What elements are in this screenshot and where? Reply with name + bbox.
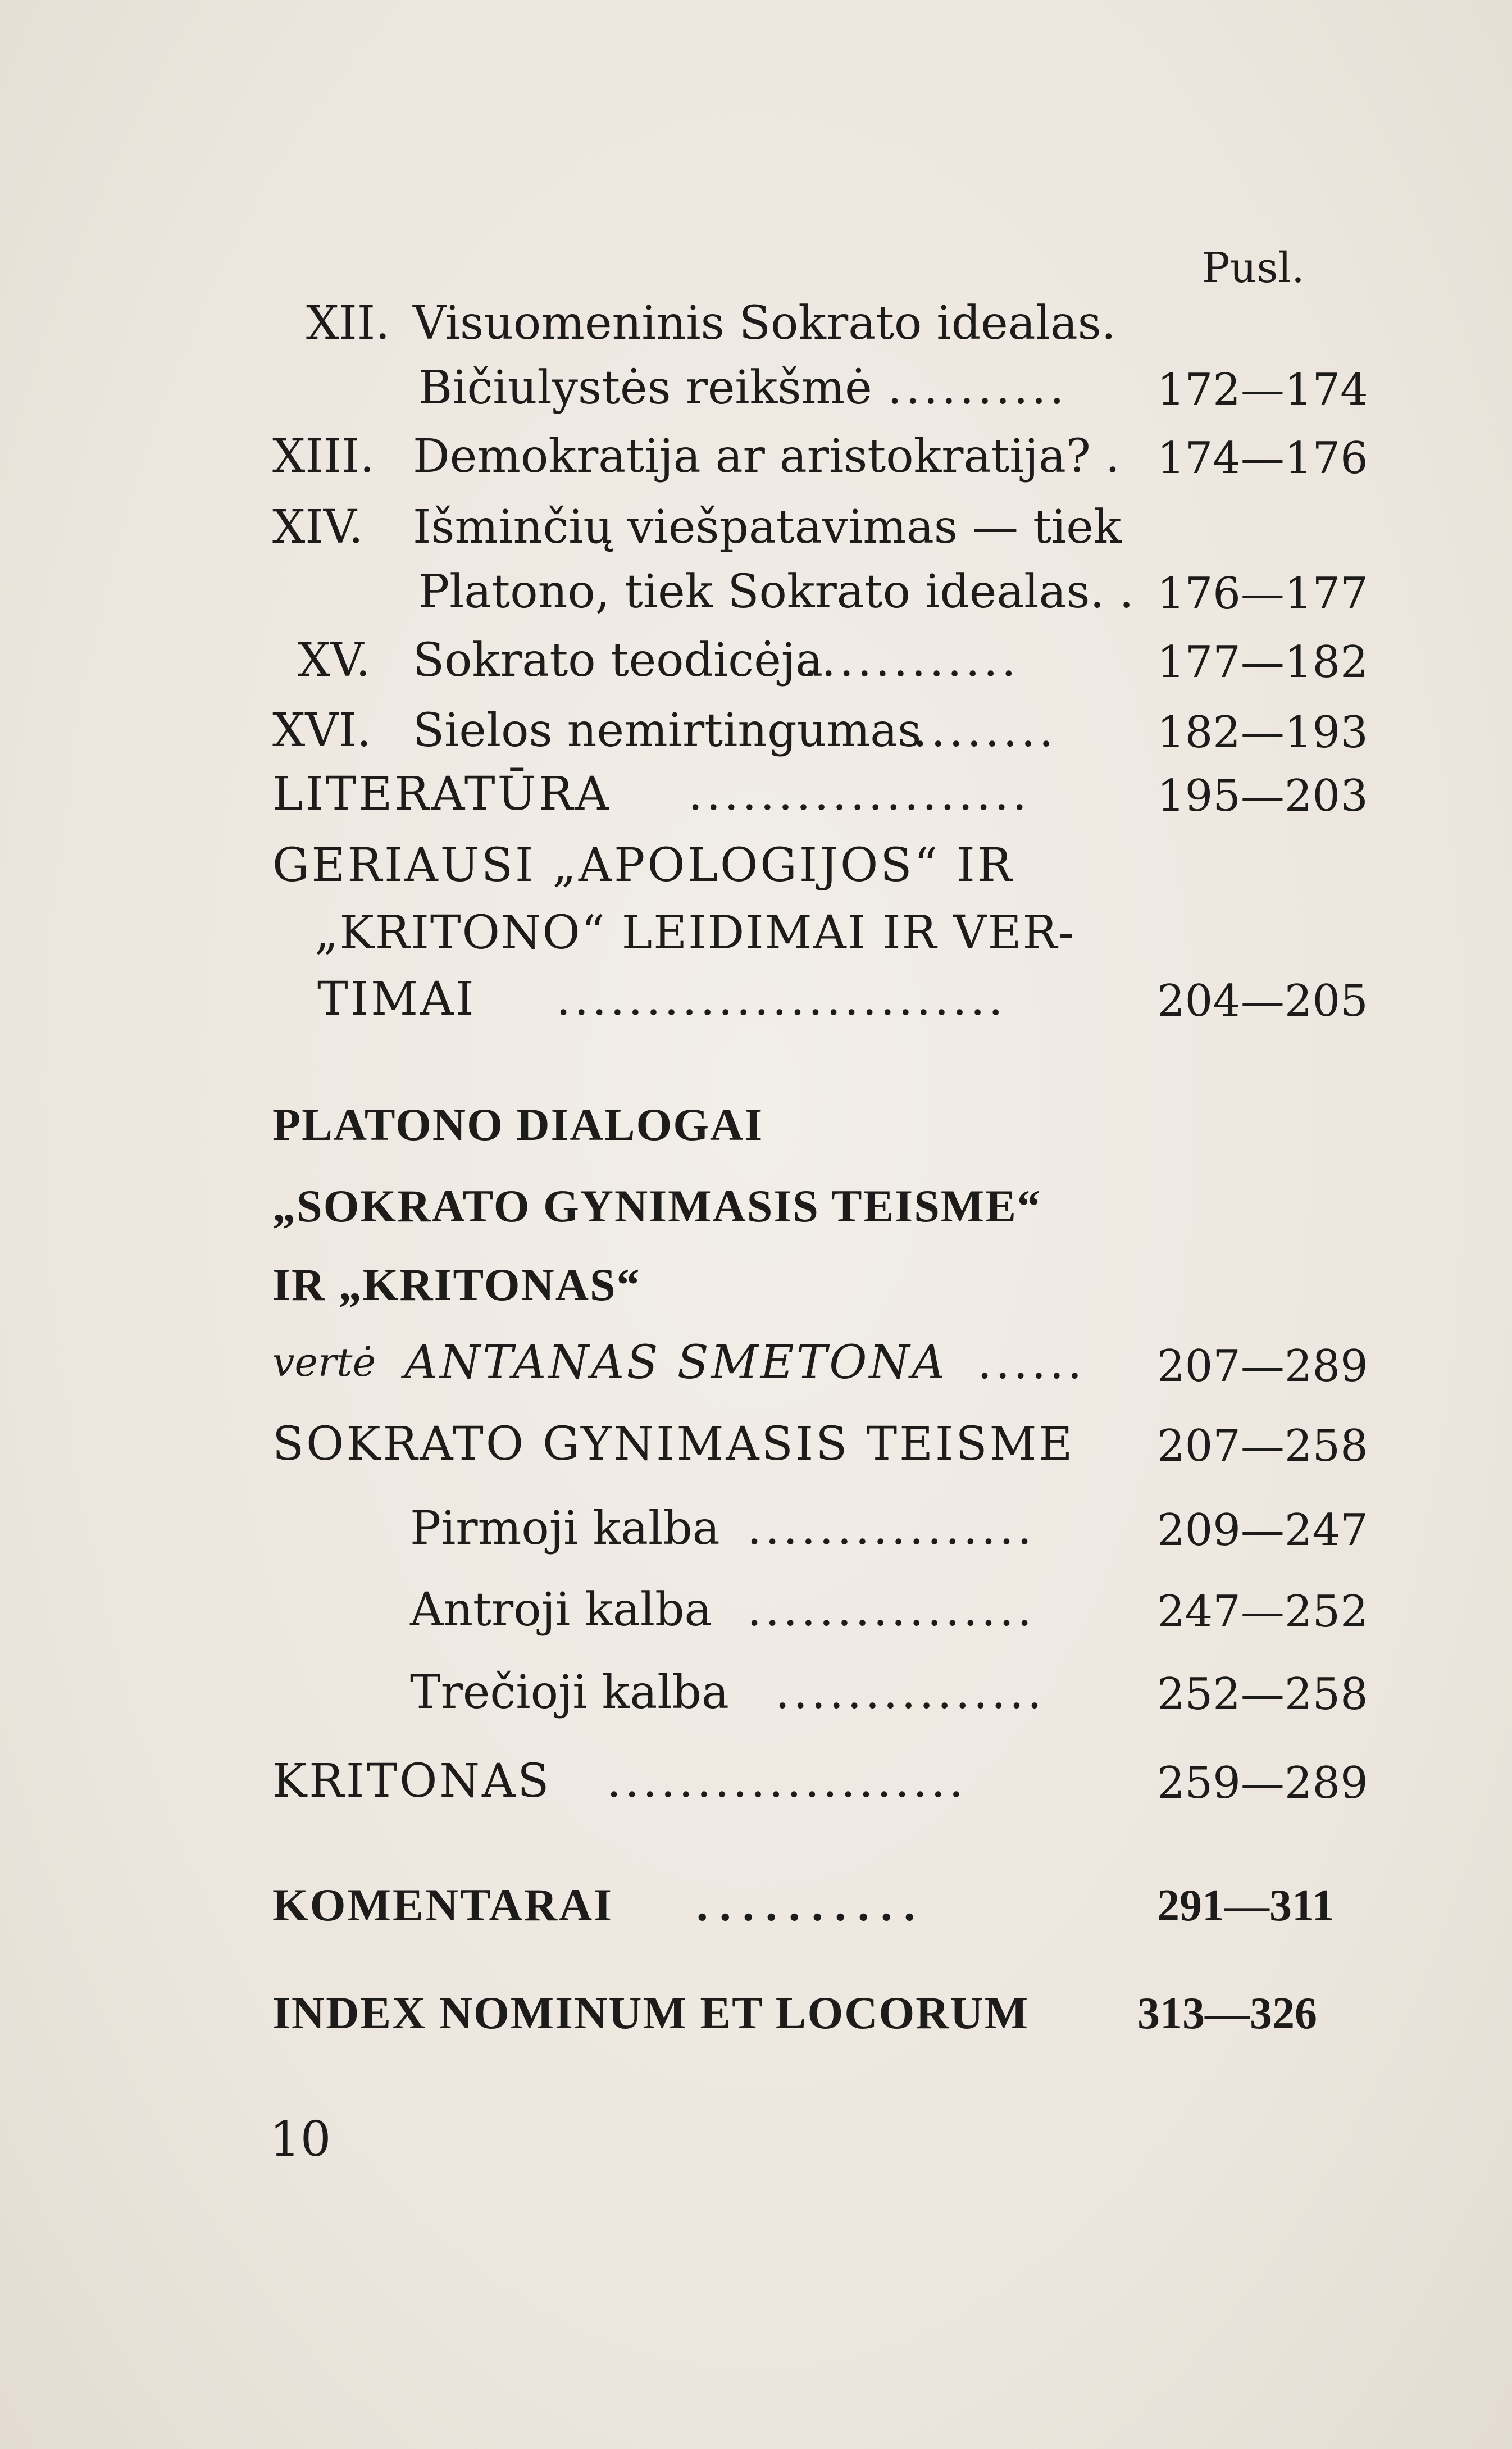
chapter-xvi-dots: ........ [913, 704, 1057, 757]
chapter-xiv-number: XIV. [272, 501, 363, 554]
editions-title-line3: TIMAI [317, 973, 476, 1026]
second-speech-title: Antroji kalba [410, 1583, 712, 1637]
chapter-xiii-title: Demokratija ar aristokratija? . [413, 430, 1120, 483]
chapter-xv-number: XV. [298, 634, 371, 687]
chapter-xiii-number: XIII. [272, 430, 375, 483]
editions-title-line2: „KRITONO“ LEIDIMAI IR VER- [315, 906, 1075, 960]
chapter-xv-dots: ............ [803, 634, 1019, 687]
translator-name: ANTANAS SMETONA [404, 1336, 948, 1389]
commentary-title: KOMENTARAI [272, 1879, 614, 1930]
chapter-xii-title-line1: Visuomeninis Sokrato idealas. [413, 297, 1116, 350]
chapter-xvi-number: XVI. [272, 704, 372, 757]
editions-title-line1: GERIAUSI „APOLOGIJOS“ IR [272, 839, 1014, 892]
page-number: 10 [270, 2111, 331, 2168]
chapter-xii-dots: .......... [887, 361, 1068, 415]
chapter-xii-pages: 172—174 [1157, 365, 1368, 415]
third-speech-pages: 252—258 [1157, 1669, 1368, 1720]
chapter-xvi-title: Sielos nemirtingumas [413, 704, 922, 757]
crito-title: KRITONAS [272, 1755, 552, 1808]
editions-dots: ......................... [556, 973, 1007, 1026]
chapter-xv-pages: 177—182 [1157, 637, 1368, 688]
chapter-xv-title: Sokrato teodicėja [413, 634, 823, 687]
crito-dots: .................... [607, 1755, 967, 1808]
literatura-dots: ................... [688, 767, 1031, 821]
literatura-pages: 195—203 [1157, 771, 1368, 821]
translator-label: vertė [272, 1339, 376, 1385]
chapter-xiii-pages: 174—176 [1157, 433, 1368, 484]
translator-pages: 207—289 [1157, 1341, 1368, 1392]
editions-pages: 204—205 [1157, 976, 1368, 1026]
chapter-xiv-title-line1: Išminčių viešpatavimas — tiek [413, 501, 1122, 554]
pages-column-header: Pusl. [1202, 244, 1305, 292]
chapter-xvi-pages: 182—193 [1157, 707, 1368, 758]
apology-pages: 207—258 [1157, 1421, 1368, 1471]
first-speech-pages: 209—247 [1157, 1505, 1368, 1556]
chapter-xii-number: XII. [306, 297, 390, 350]
chapter-xiv-title-line2: Platono, tiek Sokrato idealas. . [418, 565, 1134, 619]
commentary-dots: . . . . . . . . . . [696, 1879, 916, 1930]
chapter-xii-title-line2: Bičiulystės reikšmė [418, 361, 872, 415]
section-heading-line2: „SOKRATO GYNIMASIS TEISME“ [272, 1180, 1041, 1232]
index-title: INDEX NOMINUM ET LOCORUM [272, 1987, 1030, 2038]
index-pages: 313—326 [1137, 1989, 1317, 2038]
second-speech-dots: ................ [747, 1583, 1036, 1637]
first-speech-title: Pirmoji kalba [410, 1502, 720, 1555]
apology-title: SOKRATO GYNIMASIS TEISME [272, 1417, 1075, 1471]
third-speech-title: Trečioji kalba [410, 1666, 729, 1719]
first-speech-dots: ................ [747, 1502, 1036, 1555]
commentary-pages: 291—311 [1157, 1881, 1335, 1930]
section-heading-line3: IR „KRITONAS“ [272, 1259, 641, 1310]
section-heading-line1: PLATONO DIALOGAI [272, 1099, 764, 1150]
second-speech-pages: 247—252 [1157, 1587, 1368, 1637]
literatura-title: LITERATŪRA [272, 767, 611, 821]
third-speech-dots: ............... [775, 1666, 1045, 1719]
crito-pages: 259—289 [1157, 1758, 1368, 1809]
chapter-xiv-pages: 176—177 [1157, 569, 1368, 619]
translator-dots: ...... [977, 1336, 1086, 1389]
